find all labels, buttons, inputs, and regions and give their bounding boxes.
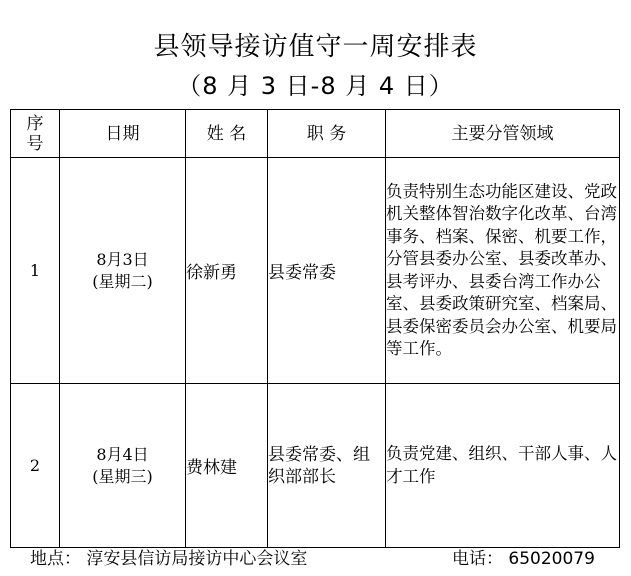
table-row: [11, 158, 620, 384]
row-name: 费林建: [186, 384, 268, 548]
header-name: 姓 名: [186, 110, 268, 158]
row-position: 县委常委: [268, 158, 386, 384]
row-no: 2: [11, 384, 60, 548]
row-no: 1: [11, 158, 60, 384]
schedule-table: [10, 109, 620, 548]
row-date-day: 8月4日: [96, 444, 149, 464]
footer-phone: 电话： 65020079: [452, 549, 595, 569]
header-date: 日期: [60, 110, 186, 158]
row-date-weekday: (星期二): [92, 271, 153, 291]
row-date: [60, 158, 186, 384]
row-date: [60, 384, 186, 548]
page-subtitle: （8 月 3 日-8 月 4 日）: [177, 72, 454, 100]
table-row: [11, 384, 620, 548]
row-responsibilities: 负责特别生态功能区建设、党政机关整体智治数字化改革、台湾事务、档案、保密、机要工作，分管县委办公室、县委改革办、县考评办、县委台湾工作办公室、县委政策研究室、档案局、县委保密委员会办公室、机要局等工作。: [386, 158, 620, 384]
row-date-day: 8月3日: [96, 249, 149, 269]
header-no: 序号: [11, 110, 60, 158]
row-name: 徐新勇: [186, 158, 268, 384]
header-responsibilities: 主要分管领域: [386, 110, 620, 158]
table-header-row: [11, 110, 620, 158]
row-date-weekday: (星期三): [92, 466, 153, 486]
header-position: 职 务: [268, 110, 386, 158]
row-responsibilities: 负责党建、组织、干部人事、人才工作: [386, 384, 620, 548]
footer-location: 地点： 淳安县信访局接访中心会议室: [30, 549, 308, 569]
page-title: 县领导接访值守一周安排表: [153, 32, 478, 62]
row-position: 县委常委、组织部部长: [268, 384, 386, 548]
